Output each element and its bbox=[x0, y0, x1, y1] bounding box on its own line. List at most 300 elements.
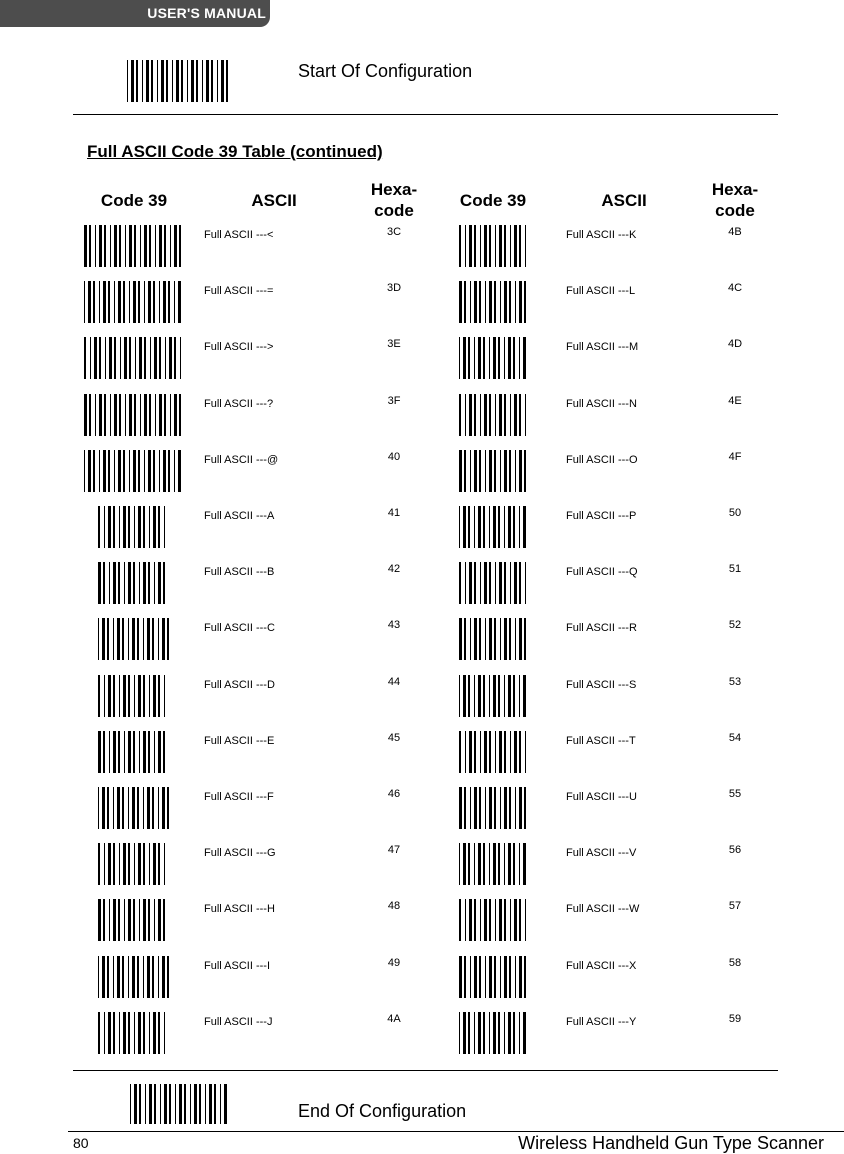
barcode-bar bbox=[498, 506, 500, 548]
barcode-bar bbox=[163, 899, 165, 941]
barcode-bar bbox=[93, 450, 95, 492]
barcode-bar bbox=[139, 899, 140, 941]
barcode-bar bbox=[504, 1012, 505, 1054]
barcode-bar bbox=[514, 562, 517, 604]
barcode-bar bbox=[493, 506, 496, 548]
barcode-bar bbox=[179, 394, 181, 436]
ascii-cell: Full ASCII ---Q bbox=[566, 566, 638, 578]
barcode-bar bbox=[113, 787, 114, 829]
barcode-bar bbox=[498, 337, 500, 379]
barcode-bar bbox=[214, 1084, 216, 1124]
barcode-bar bbox=[498, 843, 500, 885]
barcode-bar bbox=[123, 281, 125, 323]
barcode-bar bbox=[129, 225, 132, 267]
barcode-bar bbox=[179, 1084, 182, 1124]
barcode-bar bbox=[479, 281, 481, 323]
hex-header-line2: code bbox=[715, 201, 755, 220]
barcode-bar bbox=[163, 450, 166, 492]
barcode-bar bbox=[167, 618, 169, 660]
barcode-bar bbox=[524, 281, 526, 323]
barcode-bar bbox=[122, 618, 124, 660]
barcode-bar bbox=[167, 787, 169, 829]
barcode-bar bbox=[494, 450, 496, 492]
col-header-hex-left bbox=[354, 179, 434, 221]
barcode-bar bbox=[484, 394, 487, 436]
code39-barcode bbox=[84, 450, 184, 492]
barcode-bar bbox=[99, 225, 102, 267]
barcode-bar bbox=[158, 843, 160, 885]
barcode-bar bbox=[464, 450, 466, 492]
barcode-bar bbox=[509, 450, 511, 492]
barcode-bar bbox=[148, 562, 150, 604]
barcode-bar bbox=[123, 506, 126, 548]
barcode-bar bbox=[514, 225, 517, 267]
barcode-bar bbox=[170, 394, 171, 436]
barcode-bar bbox=[113, 618, 114, 660]
barcode-bar bbox=[154, 337, 157, 379]
barcode-bar bbox=[470, 450, 471, 492]
barcode-bar bbox=[113, 956, 114, 998]
barcode-bar bbox=[162, 787, 165, 829]
barcode-bar bbox=[485, 618, 486, 660]
barcode-bar bbox=[485, 956, 486, 998]
barcode-bar bbox=[154, 899, 155, 941]
barcode-bar bbox=[509, 956, 511, 998]
barcode-bar bbox=[104, 506, 105, 548]
barcode-bar bbox=[478, 675, 481, 717]
barcode-bar bbox=[498, 675, 500, 717]
code39-barcode bbox=[459, 394, 529, 436]
hex-cell: 58 bbox=[728, 957, 742, 969]
ascii-cell: Full ASCII ---H bbox=[204, 903, 275, 915]
barcode-bar bbox=[519, 956, 522, 998]
hex-cell: 53 bbox=[728, 676, 742, 688]
barcode-bar bbox=[155, 394, 156, 436]
barcode-bar bbox=[161, 60, 164, 102]
code39-barcode bbox=[98, 675, 170, 717]
ascii-cell: Full ASCII ---@ bbox=[204, 454, 279, 466]
code39-barcode bbox=[98, 843, 170, 885]
barcode-bar bbox=[113, 675, 115, 717]
code39-barcode bbox=[98, 1012, 170, 1054]
barcode-bar bbox=[196, 60, 198, 102]
barcode-bar bbox=[474, 731, 476, 773]
barcode-bar bbox=[166, 60, 168, 102]
barcode-bar bbox=[464, 618, 466, 660]
barcode-bar bbox=[138, 675, 141, 717]
ascii-cell: Full ASCII ---F bbox=[204, 791, 274, 803]
barcode-bar bbox=[88, 450, 91, 492]
barcode-bar bbox=[159, 394, 162, 436]
barcode-bar bbox=[510, 731, 511, 773]
barcode-bar bbox=[113, 731, 116, 773]
barcode-bar bbox=[119, 506, 120, 548]
barcode-bar bbox=[146, 60, 149, 102]
barcode-bar bbox=[104, 843, 105, 885]
barcode-bar bbox=[499, 394, 502, 436]
barcode-bar bbox=[508, 675, 511, 717]
barcode-bar bbox=[459, 956, 462, 998]
barcode-bar bbox=[463, 675, 466, 717]
hex-cell: 45 bbox=[387, 732, 401, 744]
barcode-bar bbox=[519, 843, 520, 885]
barcode-bar bbox=[459, 337, 460, 379]
code39-barcode bbox=[98, 562, 170, 604]
barcode-bar bbox=[500, 281, 501, 323]
barcode-bar bbox=[98, 618, 99, 660]
barcode-bar bbox=[123, 675, 126, 717]
barcode-bar bbox=[149, 1084, 152, 1124]
barcode-bar bbox=[131, 60, 134, 102]
code39-barcode bbox=[84, 225, 184, 267]
barcode-bar bbox=[158, 562, 161, 604]
barcode-bar bbox=[519, 675, 520, 717]
barcode-bar bbox=[459, 899, 461, 941]
barcode-bar bbox=[479, 956, 481, 998]
barcode-bar bbox=[474, 225, 476, 267]
barcode-bar bbox=[143, 731, 146, 773]
barcode-bar bbox=[128, 506, 130, 548]
barcode-bar bbox=[226, 60, 228, 102]
barcode-bar bbox=[89, 394, 91, 436]
hex-cell: 47 bbox=[387, 844, 401, 856]
code39-barcode bbox=[459, 956, 529, 998]
barcode-bar bbox=[133, 281, 136, 323]
barcode-bar bbox=[519, 1012, 520, 1054]
barcode-bar bbox=[459, 1012, 460, 1054]
barcode-bar bbox=[136, 60, 138, 102]
barcode-bar bbox=[524, 618, 526, 660]
barcode-bar bbox=[464, 956, 466, 998]
ascii-cell: Full ASCII ---Y bbox=[566, 1016, 637, 1028]
barcode-bar bbox=[119, 1012, 120, 1054]
barcode-bar bbox=[148, 731, 150, 773]
barcode-bar bbox=[468, 506, 470, 548]
barcode-bar bbox=[162, 956, 165, 998]
barcode-bar bbox=[144, 394, 147, 436]
barcode-bar bbox=[104, 675, 105, 717]
barcode-bar bbox=[175, 1084, 176, 1124]
barcode-bar bbox=[119, 394, 121, 436]
barcode-bar bbox=[508, 506, 511, 548]
barcode-bar bbox=[113, 843, 115, 885]
code39-barcode bbox=[84, 337, 184, 379]
barcode-bar bbox=[107, 956, 109, 998]
barcode-bar bbox=[109, 899, 110, 941]
barcode-bar bbox=[513, 337, 515, 379]
barcode-bar bbox=[148, 899, 150, 941]
barcode-bar bbox=[513, 506, 515, 548]
barcode-bar bbox=[202, 60, 203, 102]
barcode-bar bbox=[485, 450, 486, 492]
barcode-bar bbox=[495, 562, 496, 604]
ascii-cell: Full ASCII ---J bbox=[204, 1016, 273, 1028]
barcode-bar bbox=[519, 394, 521, 436]
barcode-bar bbox=[132, 787, 135, 829]
barcode-bar bbox=[117, 618, 120, 660]
ascii-cell: Full ASCII ---D bbox=[204, 679, 275, 691]
barcode-bar bbox=[470, 787, 471, 829]
barcode-bar bbox=[523, 506, 526, 548]
barcode-bar bbox=[114, 281, 115, 323]
footer-doc-title: Wireless Handheld Gun Type Scanner bbox=[518, 1133, 824, 1153]
ascii-cell: Full ASCII ---E bbox=[204, 735, 275, 747]
barcode-bar bbox=[504, 225, 506, 267]
barcode-bar bbox=[143, 1012, 145, 1054]
barcode-bar bbox=[211, 60, 213, 102]
barcode-bar bbox=[494, 956, 496, 998]
code39-barcode bbox=[98, 899, 170, 941]
barcode-bar bbox=[499, 225, 502, 267]
hex-cell: 4E bbox=[728, 395, 742, 407]
barcode-bar bbox=[169, 337, 172, 379]
barcode-bar bbox=[495, 394, 496, 436]
barcode-bar bbox=[474, 843, 475, 885]
barcode-bar bbox=[184, 1084, 186, 1124]
barcode-bar bbox=[129, 394, 132, 436]
barcode-bar bbox=[504, 787, 507, 829]
barcode-bar bbox=[159, 337, 161, 379]
barcode-bar bbox=[104, 1012, 105, 1054]
barcode-bar bbox=[144, 450, 145, 492]
hex-cell: 4C bbox=[727, 282, 743, 294]
barcode-bar bbox=[495, 899, 496, 941]
barcode-bar bbox=[143, 675, 145, 717]
barcode-bar bbox=[489, 618, 492, 660]
barcode-bar bbox=[164, 843, 165, 885]
barcode-bar bbox=[459, 225, 461, 267]
barcode-bar bbox=[470, 618, 471, 660]
barcode-bar bbox=[489, 675, 490, 717]
barcode-bar bbox=[105, 337, 106, 379]
barcode-bar bbox=[180, 337, 181, 379]
col-header-code39-left: Code 39 bbox=[100, 191, 168, 210]
barcode-bar bbox=[137, 956, 139, 998]
barcode-bar bbox=[128, 899, 131, 941]
barcode-bar bbox=[509, 281, 511, 323]
barcode-bar bbox=[129, 281, 130, 323]
barcode-bar bbox=[480, 899, 481, 941]
barcode-bar bbox=[478, 843, 481, 885]
barcode-bar bbox=[459, 506, 460, 548]
hex-cell: 42 bbox=[387, 563, 401, 575]
barcode-bar bbox=[113, 1012, 115, 1054]
barcode-bar bbox=[98, 675, 100, 717]
barcode-bar bbox=[174, 337, 176, 379]
barcode-bar bbox=[143, 618, 144, 660]
barcode-bar bbox=[519, 281, 522, 323]
barcode-bar bbox=[469, 562, 472, 604]
barcode-bar bbox=[118, 281, 121, 323]
barcode-bar bbox=[485, 787, 486, 829]
hex-cell: 4D bbox=[727, 338, 743, 350]
barcode-bar bbox=[479, 618, 481, 660]
barcode-bar bbox=[194, 1084, 197, 1124]
barcode-bar bbox=[118, 562, 120, 604]
ascii-cell: Full ASCII ---R bbox=[566, 622, 637, 634]
barcode-bar bbox=[493, 337, 496, 379]
barcode-bar bbox=[164, 506, 165, 548]
code39-barcode bbox=[459, 787, 529, 829]
ascii-cell: Full ASCII ---T bbox=[566, 735, 636, 747]
hex-cell: 59 bbox=[728, 1013, 742, 1025]
hex-cell: 4F bbox=[728, 451, 742, 463]
barcode-bar bbox=[138, 281, 140, 323]
barcode-bar bbox=[133, 731, 135, 773]
hex-cell: 41 bbox=[387, 507, 401, 519]
barcode-bar bbox=[510, 562, 511, 604]
barcode-bar bbox=[174, 281, 175, 323]
code39-barcode bbox=[459, 450, 529, 492]
barcode-bar bbox=[500, 618, 501, 660]
barcode-bar bbox=[479, 450, 481, 492]
barcode-bar bbox=[525, 731, 526, 773]
barcode-bar bbox=[468, 1012, 470, 1054]
barcode-bar bbox=[108, 281, 110, 323]
barcode-bar bbox=[134, 675, 135, 717]
barcode-bar bbox=[124, 337, 127, 379]
code39-barcode bbox=[459, 843, 529, 885]
barcode-bar bbox=[500, 787, 501, 829]
barcode-bar bbox=[154, 1084, 156, 1124]
barcode-bar bbox=[489, 956, 492, 998]
barcode-bar bbox=[519, 506, 520, 548]
barcode-bar bbox=[483, 506, 485, 548]
barcode-bar bbox=[474, 618, 477, 660]
hex-cell: 54 bbox=[728, 732, 742, 744]
barcode-bar bbox=[199, 1084, 201, 1124]
barcode-bar bbox=[478, 337, 481, 379]
barcode-bar bbox=[465, 394, 466, 436]
barcode-bar bbox=[114, 337, 116, 379]
barcode-bar bbox=[209, 1084, 212, 1124]
barcode-bar bbox=[480, 562, 481, 604]
barcode-bar bbox=[163, 731, 165, 773]
barcode-bar bbox=[149, 1012, 150, 1054]
barcode-bar bbox=[150, 337, 151, 379]
barcode-bar bbox=[519, 731, 521, 773]
barcode-bar bbox=[134, 225, 136, 267]
barcode-bar bbox=[124, 899, 125, 941]
ascii-cell: Full ASCII ---A bbox=[204, 510, 275, 522]
end-config-barcode bbox=[130, 1084, 230, 1124]
barcode-bar bbox=[489, 787, 492, 829]
barcode-bar bbox=[523, 675, 526, 717]
barcode-bar bbox=[176, 60, 179, 102]
barcode-bar bbox=[500, 450, 501, 492]
barcode-bar bbox=[98, 731, 101, 773]
barcode-bar bbox=[484, 225, 487, 267]
barcode-bar bbox=[138, 506, 141, 548]
barcode-bar bbox=[128, 956, 129, 998]
barcode-bar bbox=[504, 394, 506, 436]
barcode-bar bbox=[510, 394, 511, 436]
barcode-bar bbox=[128, 731, 131, 773]
hex-cell: 48 bbox=[387, 900, 401, 912]
barcode-bar bbox=[143, 956, 144, 998]
barcode-bar bbox=[474, 506, 475, 548]
end-config-label: End Of Configuration bbox=[298, 1101, 467, 1121]
barcode-bar bbox=[93, 281, 95, 323]
barcode-bar bbox=[98, 1012, 100, 1054]
manual-header-tab bbox=[0, 0, 270, 27]
barcode-bar bbox=[217, 60, 218, 102]
barcode-bar bbox=[98, 562, 101, 604]
barcode-bar bbox=[139, 731, 140, 773]
code39-barcode bbox=[98, 956, 170, 998]
hex-cell: 50 bbox=[728, 507, 742, 519]
barcode-bar bbox=[108, 1012, 111, 1054]
barcode-bar bbox=[483, 1012, 485, 1054]
barcode-bar bbox=[84, 450, 85, 492]
barcode-bar bbox=[98, 843, 100, 885]
barcode-bar bbox=[129, 450, 130, 492]
barcode-bar bbox=[474, 1012, 475, 1054]
barcode-bar bbox=[158, 956, 159, 998]
barcode-bar bbox=[113, 562, 116, 604]
barcode-bar bbox=[134, 1084, 137, 1124]
barcode-bar bbox=[158, 899, 161, 941]
barcode-bar bbox=[494, 618, 496, 660]
barcode-bar bbox=[459, 450, 462, 492]
barcode-bar bbox=[480, 394, 481, 436]
barcode-bar bbox=[99, 337, 101, 379]
ascii-cell: Full ASCII ---V bbox=[566, 847, 637, 859]
barcode-bar bbox=[489, 731, 491, 773]
hex-cell: 52 bbox=[728, 619, 742, 631]
barcode-bar bbox=[459, 281, 462, 323]
barcode-bar bbox=[158, 787, 159, 829]
barcode-bar bbox=[104, 225, 106, 267]
barcode-bar bbox=[459, 675, 460, 717]
barcode-bar bbox=[88, 281, 91, 323]
barcode-bar bbox=[519, 562, 521, 604]
barcode-bar bbox=[479, 787, 481, 829]
barcode-bar bbox=[206, 60, 209, 102]
ascii-cell: Full ASCII ---N bbox=[566, 398, 637, 410]
bottom-divider bbox=[73, 1070, 778, 1071]
barcode-bar bbox=[159, 225, 162, 267]
barcode-bar bbox=[159, 281, 160, 323]
barcode-bar bbox=[513, 1012, 515, 1054]
barcode-bar bbox=[519, 618, 522, 660]
barcode-bar bbox=[125, 394, 126, 436]
barcode-bar bbox=[98, 787, 99, 829]
barcode-bar bbox=[525, 899, 526, 941]
barcode-bar bbox=[160, 1084, 161, 1124]
barcode-bar bbox=[459, 787, 462, 829]
hex-cell: 4B bbox=[728, 226, 742, 238]
barcode-bar bbox=[515, 956, 516, 998]
barcode-bar bbox=[149, 394, 151, 436]
barcode-bar bbox=[515, 618, 516, 660]
barcode-bar bbox=[152, 787, 154, 829]
barcode-bar bbox=[84, 225, 87, 267]
barcode-bar bbox=[474, 281, 477, 323]
barcode-bar bbox=[470, 956, 471, 998]
barcode-bar bbox=[139, 337, 142, 379]
barcode-bar bbox=[165, 337, 166, 379]
barcode-bar bbox=[504, 562, 506, 604]
barcode-bar bbox=[163, 562, 165, 604]
barcode-bar bbox=[465, 899, 466, 941]
barcode-bar bbox=[515, 281, 516, 323]
col-header-code39-right: Code 39 bbox=[459, 191, 527, 210]
barcode-bar bbox=[205, 1084, 206, 1124]
barcode-bar bbox=[153, 1012, 156, 1054]
barcode-bar bbox=[138, 1012, 141, 1054]
barcode-bar bbox=[98, 899, 101, 941]
